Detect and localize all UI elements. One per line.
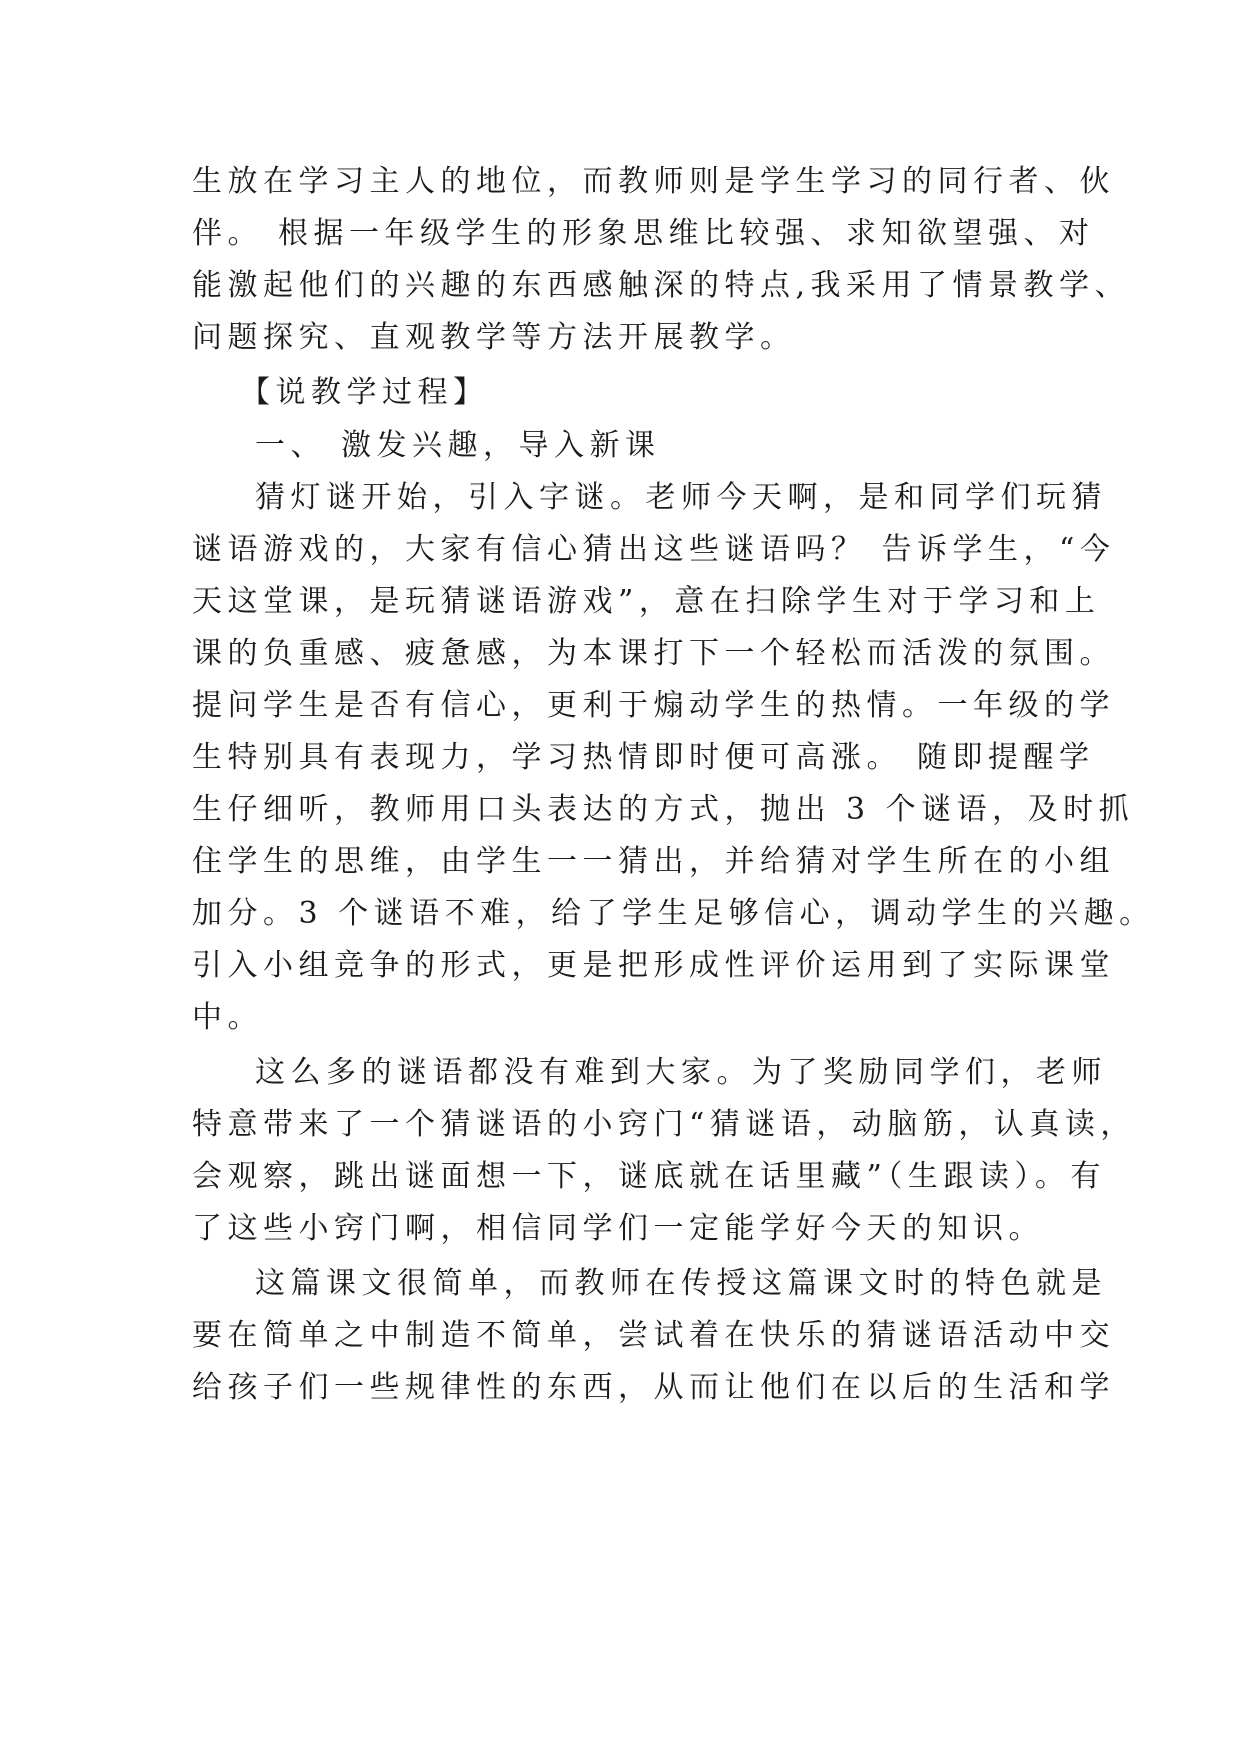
text-line: 会观察，跳出谜面想一下，谜底就在话里藏”（生跟读）。有: [192, 1159, 1106, 1194]
text-line: 谜语游戏的，大家有信心猜出这些谜语吗？ 告诉学生，“今: [192, 532, 1116, 567]
text-line: 中。: [192, 1000, 263, 1035]
text-line: 课的负重感、疲惫感，为本课打下一个轻松而活泼的氛围。: [192, 636, 1115, 671]
text-line: 天这堂课，是玩猜谜语游戏”，意在扫除学生对于学习和上: [192, 584, 1101, 619]
paragraph-first-line: 猜灯谜开始，引入字谜。老师今天啊，是和同学们玩猜: [255, 480, 1107, 515]
text-line: 生仔细听，教师用口头表达的方式，抛出 3 个谜语，及时抓: [192, 792, 1135, 827]
text-line: 要在简单之中制造不简单，尝试着在快乐的猜谜语活动中交: [192, 1318, 1115, 1353]
text-line: 伴。 根据一年级学生的形象思维比较强、求知欲望强、对: [192, 216, 1095, 251]
text-line: 住学生的思维，由学生一一猜出，并给猜对学生所在的小组: [192, 844, 1115, 879]
paragraph-first-line: 这么多的谜语都没有难到大家。为了奖励同学们，老师: [255, 1055, 1107, 1090]
text-line: 问题探究、直观教学等方法开展教学。: [192, 320, 796, 355]
subsection-heading: 一、 激发兴趣，导入新课: [255, 428, 661, 463]
text-line: 特意带来了一个猜谜语的小窍门“猜谜语，动脑筋，认真读，: [192, 1107, 1136, 1142]
section-heading: 【说教学过程】: [240, 375, 489, 410]
text-line: 生特别具有表现力，学习热情即时便可高涨。 随即提醒学: [192, 740, 1095, 775]
text-line: 了这些小窍门啊，相信同学们一定能学好今天的知识。: [192, 1211, 1044, 1246]
text-line: 能激起他们的兴趣的东西感触深的特点,我采用了情景教学、: [192, 268, 1131, 303]
paragraph-first-line: 这篇课文很简单，而教师在传授这篇课文时的特色就是: [255, 1266, 1107, 1301]
text-line: 生放在学习主人的地位，而教师则是学生学习的同行者、伙: [192, 164, 1115, 199]
text-line: 引入小组竞争的形式，更是把形成性评价运用到了实际课堂: [192, 948, 1115, 983]
text-line: 提问学生是否有信心，更利于煽动学生的热情。一年级的学: [192, 688, 1115, 723]
text-line: 给孩子们一些规律性的东西，从而让他们在以后的生活和学: [192, 1370, 1115, 1405]
text-line: 加分。3 个谜语不难，给了学生足够信心，调动学生的兴趣。: [192, 896, 1155, 931]
